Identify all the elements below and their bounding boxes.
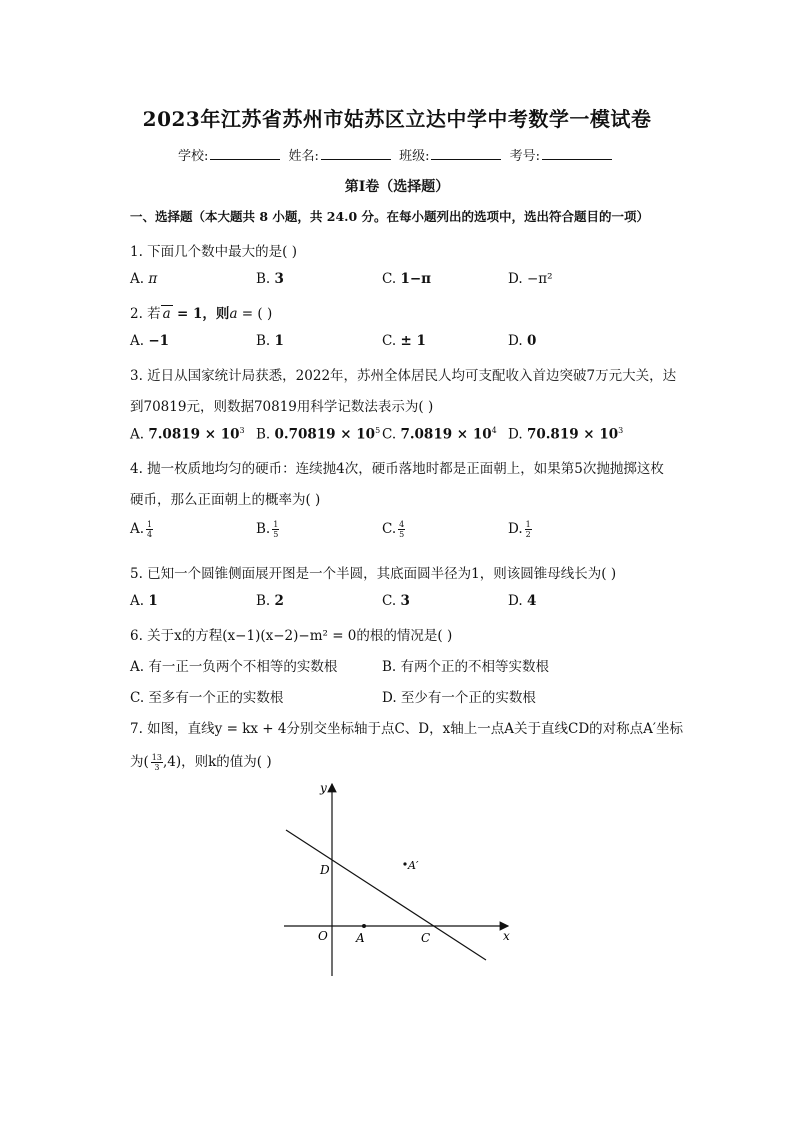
q5-option-c: C. 3 <box>382 593 410 609</box>
class-label: 班级: <box>399 149 430 164</box>
volume-title: 第I卷（选择题） <box>344 179 450 195</box>
sqrt-a: a <box>162 306 171 322</box>
question-7-line-1: 7. 如图，直线y = kx + 4分别交坐标轴于点C、D，x轴上一点A关于直线CD的对称点A′坐标 <box>130 721 683 737</box>
name-label: 姓名: <box>288 149 319 164</box>
question-6-stem: 6. 关于x的方程(x−1)(x−2)−m² = 0的根的情况是( ) <box>130 628 453 644</box>
q2-option-d: D. 0 <box>508 333 537 349</box>
school-blank <box>210 147 280 160</box>
school-label: 学校: <box>178 149 209 164</box>
origin-label: O <box>318 929 328 943</box>
q3-option-d: D. $70.819 \times 10^3$ <box>508 426 624 443</box>
section-heading: 一、选择题（本大题共 8 小题，共 24.0 分。在每小题列出的选项中，选出符合题目的一项） <box>130 209 650 224</box>
q3-option-b: B. $0.70819 \times 10^5$ <box>256 426 381 443</box>
q2-option-a: A. −1 <box>130 333 170 349</box>
point-a-label: A <box>356 931 365 945</box>
q1-option-d: D. −π² <box>508 271 553 287</box>
question-3-line-2: 到70819元，则数据70819用科学记数法表示为( ) <box>130 399 434 415</box>
q6-option-a: A. 有一正一负两个不相等的实数根 <box>130 659 338 675</box>
q6-option-c: C. 至多有一个正的实数根 <box>130 690 284 706</box>
page-title: 2023年江苏省苏州市姑苏区立达中学中考数学一模试卷 <box>142 107 652 131</box>
q4-option-a: A. $\frac{1}{4}$ <box>130 520 153 539</box>
q5-option-b: B. 2 <box>256 593 284 609</box>
y-axis-label: y <box>320 781 327 795</box>
q2-option-b: B. 1 <box>256 333 284 349</box>
point-a-prime-dot <box>403 862 406 865</box>
q1-option-a: A. π <box>130 271 158 287</box>
point-d-label: D <box>320 863 330 877</box>
q4-option-c: C. $\frac{4}{5}$ <box>382 520 405 539</box>
q6-option-d: D. 至少有一个正的实数根 <box>382 690 536 706</box>
question-4-line-2: 硬币，那么正面朝上的概率为( ) <box>130 492 321 508</box>
question-2-stem: 2. 若 a = 1，则a = ( ) <box>130 306 273 322</box>
x-axis-label: x <box>503 929 510 943</box>
point-a-dot <box>362 924 366 928</box>
q2-option-c: C. ± 1 <box>382 333 426 349</box>
question-3-line-1: 3. 近日从国家统计局获悉，2022年，苏州全体居民人均可支配收入首边突破7万元大关，达 <box>130 368 677 384</box>
q5-option-a: A. 1 <box>130 593 158 609</box>
coordinate-figure <box>270 780 530 990</box>
exam-no-blank <box>542 147 612 160</box>
question-7-line-2: 为( $\frac{13}{3}$ ,4)，则k的值为( ) <box>130 753 272 772</box>
question-1-stem: 1. 下面几个数中最大的是( ) <box>130 244 297 260</box>
exam-no-label: 考号: <box>509 149 540 164</box>
student-info-line <box>0 145 794 164</box>
class-blank <box>431 147 501 160</box>
q4-option-d: D. $\frac{1}{2}$ <box>508 520 531 539</box>
question-5-stem: 5. 已知一个圆锥侧面展开图是一个半圆，其底面圆半径为1，则该圆锥母线长为( ) <box>130 566 617 582</box>
question-4-line-1: 4. 抛一枚质地均匀的硬币：连续抛4次，硬币落地时都是正面朝上，如果第5次抛抛掷这枚 <box>130 461 664 477</box>
q6-option-b: B. 有两个正的不相等实数根 <box>382 659 550 675</box>
q1-option-c: C. 1−π <box>382 271 432 287</box>
q3-option-c: C. $7.0819 \times 10^4$ <box>382 426 497 443</box>
q4-option-b: B. $\frac{1}{5}$ <box>256 520 279 539</box>
q5-option-d: D. 4 <box>508 593 537 609</box>
point-c-label: C <box>421 931 431 945</box>
q3-option-a: A. $7.0819 \times 10^3$ <box>130 426 245 443</box>
point-a-prime-label: A′ <box>408 859 419 872</box>
q1-option-b: B. 3 <box>256 271 284 287</box>
line-cd <box>286 830 486 960</box>
name-blank <box>321 147 391 160</box>
